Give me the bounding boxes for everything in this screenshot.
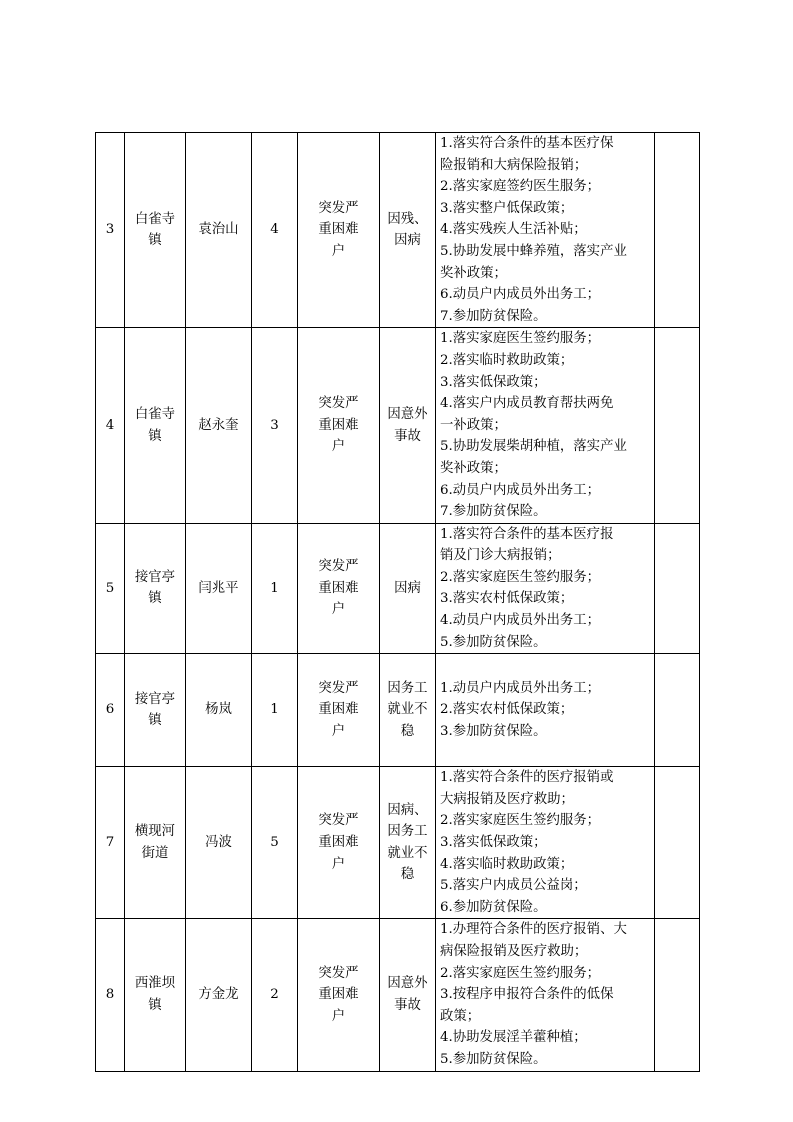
measure-item: 5.协助发展中蜂养殖，落实产业 bbox=[440, 243, 627, 259]
town-name bbox=[131, 404, 179, 447]
measure-item: 3.落实低保政策； bbox=[440, 835, 547, 851]
poverty-reason-cell bbox=[380, 133, 436, 328]
measure-item: 4.落实户内成员教育帮扶两免 bbox=[440, 396, 614, 412]
poverty-reason-line: 因病 bbox=[394, 580, 421, 596]
measure-item: 4.落实残疾人生活补贴； bbox=[440, 222, 587, 238]
table-row bbox=[96, 919, 700, 1071]
town-name-line: 接官亭 bbox=[134, 569, 176, 585]
measure-item: 1.动员户内成员外出务工； bbox=[440, 680, 601, 696]
table-row bbox=[96, 767, 700, 919]
table-body bbox=[96, 133, 700, 1072]
household-type-line: 重困难 bbox=[318, 835, 359, 851]
household-type-line: 突发严 bbox=[318, 396, 359, 412]
measure-item: 4.协助发展淫羊藿种植； bbox=[440, 1030, 587, 1046]
town-name-line: 西淮坝 bbox=[134, 976, 176, 992]
household-type bbox=[314, 678, 364, 743]
poverty-reason-line: 因务工 bbox=[387, 824, 428, 840]
measure-item: 2.落实家庭签约医生服务； bbox=[440, 179, 601, 195]
measure-item: 1.落实符合条件的基本医疗保 bbox=[440, 136, 614, 151]
remark-cell bbox=[655, 654, 700, 767]
row-number-cell bbox=[96, 523, 125, 654]
household-size-cell bbox=[252, 654, 298, 767]
assistance-table bbox=[95, 132, 700, 1072]
town-name-line: 镇 bbox=[148, 428, 162, 444]
household-size-cell bbox=[252, 523, 298, 654]
poverty-reason-line: 因意外 bbox=[387, 976, 428, 992]
measures-cell bbox=[436, 654, 655, 767]
household-type-line: 重困难 bbox=[318, 222, 359, 238]
household-type-line: 突发严 bbox=[318, 965, 359, 981]
measure-item: 6.参加防贫保险。 bbox=[440, 899, 547, 915]
measure-item: 3.落实农村低保政策； bbox=[440, 591, 574, 607]
poverty-reason-line: 因病 bbox=[394, 233, 421, 249]
measures-cell bbox=[436, 767, 655, 919]
measure-item: 2.落实家庭医生签约服务； bbox=[440, 813, 601, 829]
household-type-cell bbox=[298, 767, 380, 919]
household-type-line: 突发严 bbox=[318, 813, 359, 829]
household-type-line: 重困难 bbox=[318, 417, 359, 433]
poverty-reason-cell bbox=[380, 523, 436, 654]
row-number-cell bbox=[96, 767, 125, 919]
household-head-name: 冯波 bbox=[205, 835, 232, 851]
household-type-line: 重困难 bbox=[318, 702, 359, 718]
town-name bbox=[131, 821, 179, 864]
measures-cell bbox=[436, 328, 655, 523]
table-row bbox=[96, 654, 700, 767]
measure-item: 4.落实临时救助政策； bbox=[440, 856, 574, 872]
poverty-reason-line: 因务工 bbox=[387, 680, 428, 696]
measure-item: 险报销和大病保险报销； bbox=[440, 157, 588, 173]
town-name-line: 镇 bbox=[148, 997, 162, 1013]
household-head-cell bbox=[186, 919, 252, 1071]
town-name bbox=[131, 567, 179, 610]
town-cell bbox=[125, 523, 186, 654]
household-size: 1 bbox=[270, 702, 279, 718]
poverty-reason-cell bbox=[380, 767, 436, 919]
town-name-line: 镇 bbox=[148, 233, 162, 249]
measure-item: 销及门诊大病报销； bbox=[440, 548, 561, 564]
poverty-reason-line: 稳 bbox=[400, 867, 415, 883]
household-head-name: 杨岚 bbox=[205, 702, 232, 718]
town-name-line: 白雀寺 bbox=[134, 406, 176, 422]
measures-cell bbox=[436, 133, 655, 328]
row-number: 3 bbox=[105, 222, 115, 238]
row-number-cell bbox=[96, 133, 125, 328]
town-name-line: 镇 bbox=[148, 713, 162, 729]
town-name-line: 白雀寺 bbox=[134, 211, 176, 227]
household-size-cell bbox=[252, 767, 298, 919]
poverty-reason-cell bbox=[380, 919, 436, 1071]
row-number-cell bbox=[96, 919, 125, 1071]
household-type-line: 户 bbox=[331, 724, 346, 740]
household-type-cell bbox=[298, 919, 380, 1071]
measure-item: 2.落实农村低保政策； bbox=[440, 702, 574, 718]
poverty-reason-cell bbox=[380, 654, 436, 767]
household-type-line: 突发严 bbox=[318, 680, 359, 696]
household-type-cell bbox=[298, 523, 380, 654]
household-type-line: 户 bbox=[331, 856, 346, 872]
measure-item: 政策； bbox=[440, 1008, 481, 1024]
household-type-line: 突发严 bbox=[318, 559, 359, 575]
measure-item: 5.参加防贫保险。 bbox=[440, 634, 547, 650]
town-cell bbox=[125, 919, 186, 1071]
household-type bbox=[314, 810, 364, 875]
household-size: 2 bbox=[270, 987, 279, 1003]
household-head-cell bbox=[186, 654, 252, 767]
measure-item: 6.动员户内成员外出务工； bbox=[440, 482, 601, 498]
town-name-line: 横现河 bbox=[134, 824, 176, 840]
poverty-reason bbox=[385, 678, 430, 743]
household-type-line: 重困难 bbox=[318, 987, 359, 1003]
household-type-line: 突发严 bbox=[318, 200, 359, 216]
measure-item: 4.动员户内成员外出务工； bbox=[440, 613, 601, 629]
remark-cell bbox=[655, 919, 700, 1071]
measure-item: 7.参加防贫保险。 bbox=[440, 504, 547, 520]
measure-item: 7.参加防贫保险。 bbox=[440, 308, 547, 324]
table-row bbox=[96, 133, 700, 328]
remark-cell bbox=[655, 328, 700, 523]
household-type-cell bbox=[298, 133, 380, 328]
poverty-reason bbox=[385, 800, 430, 886]
measure-item: 5.落实户内成员公益岗； bbox=[440, 878, 587, 894]
measure-item: 1.落实符合条件的医疗报销或 bbox=[440, 770, 614, 786]
measures-cell bbox=[436, 919, 655, 1071]
poverty-reason bbox=[385, 404, 430, 447]
row-number: 7 bbox=[105, 835, 115, 851]
household-type bbox=[314, 556, 364, 621]
household-type-line: 重困难 bbox=[318, 580, 359, 596]
row-number: 5 bbox=[105, 580, 115, 596]
household-head-name: 方金龙 bbox=[198, 987, 239, 1003]
poverty-reason-line: 就业不 bbox=[387, 702, 428, 718]
measure-item: 2.落实家庭医生签约服务； bbox=[440, 569, 601, 585]
measure-item: 6.动员户内成员外出务工； bbox=[440, 287, 601, 303]
household-type-line: 户 bbox=[331, 439, 346, 455]
household-head-name: 袁治山 bbox=[198, 222, 239, 238]
row-number-cell bbox=[96, 654, 125, 767]
household-size-cell bbox=[252, 919, 298, 1071]
town-name-line: 镇 bbox=[148, 591, 162, 607]
household-size-cell bbox=[252, 133, 298, 328]
household-type-line: 户 bbox=[331, 1008, 346, 1024]
measure-item: 2.落实家庭医生签约服务； bbox=[440, 965, 601, 981]
town-cell bbox=[125, 133, 186, 328]
town-cell bbox=[125, 654, 186, 767]
household-size: 4 bbox=[270, 222, 279, 238]
town-cell bbox=[125, 767, 186, 919]
household-type-cell bbox=[298, 328, 380, 523]
poverty-reason-line: 就业不 bbox=[387, 845, 428, 861]
measure-item: 3.按程序申报符合条件的低保 bbox=[440, 987, 614, 1003]
measure-item: 奖补政策； bbox=[440, 460, 507, 476]
row-number: 4 bbox=[105, 417, 115, 433]
household-head-cell bbox=[186, 328, 252, 523]
household-size: 3 bbox=[270, 417, 279, 433]
row-number-cell bbox=[96, 328, 125, 523]
town-name-line: 街道 bbox=[141, 845, 169, 861]
household-size: 1 bbox=[270, 580, 279, 596]
poverty-reason-line: 因意外 bbox=[387, 406, 428, 422]
remark-cell bbox=[655, 133, 700, 328]
household-head-name: 闫兆平 bbox=[198, 580, 239, 596]
measure-item: 奖补政策； bbox=[440, 265, 507, 281]
household-type bbox=[314, 198, 364, 263]
household-size: 5 bbox=[270, 835, 279, 851]
measure-item: 病保险报销及医疗救助； bbox=[440, 944, 588, 959]
household-head-cell bbox=[186, 523, 252, 654]
town-name bbox=[131, 973, 179, 1016]
poverty-reason-line: 因病、 bbox=[387, 802, 428, 818]
measure-item: 5.参加防贫保险。 bbox=[440, 1051, 547, 1067]
poverty-reason bbox=[385, 209, 430, 252]
household-head-cell bbox=[186, 767, 252, 919]
poverty-reason-line: 事故 bbox=[394, 997, 421, 1013]
row-number: 6 bbox=[105, 702, 115, 718]
remark-cell bbox=[655, 767, 700, 919]
town-name-line: 接官亭 bbox=[134, 691, 176, 707]
measure-item: 1.办理符合条件的医疗报销、大 bbox=[440, 922, 627, 938]
measure-item: 3.落实整户低保政策； bbox=[440, 200, 574, 216]
measure-item: 5.协助发展柴胡种植，落实产业 bbox=[440, 439, 627, 455]
measure-item: 一补政策； bbox=[440, 417, 507, 433]
measure-item: 1.落实符合条件的基本医疗报 bbox=[440, 526, 614, 542]
poverty-reason bbox=[385, 578, 430, 600]
household-type bbox=[314, 393, 364, 458]
table-row bbox=[96, 523, 700, 654]
row-number: 8 bbox=[105, 987, 115, 1003]
measure-item: 大病报销及医疗救助； bbox=[440, 791, 574, 807]
household-type-cell bbox=[298, 654, 380, 767]
household-type bbox=[314, 963, 364, 1028]
household-head-name: 赵永奎 bbox=[198, 417, 239, 433]
measure-item: 3.落实低保政策； bbox=[440, 374, 547, 390]
town-cell bbox=[125, 328, 186, 523]
measure-item: 3.参加防贫保险。 bbox=[440, 724, 547, 740]
town-name bbox=[131, 689, 179, 732]
table-row bbox=[96, 328, 700, 523]
town-name bbox=[131, 209, 179, 252]
remark-cell bbox=[655, 523, 700, 654]
measure-item: 1.落实家庭医生签约服务； bbox=[440, 331, 601, 347]
poverty-reason-line: 事故 bbox=[394, 428, 421, 444]
household-type-line: 户 bbox=[331, 243, 346, 259]
poverty-reason bbox=[385, 973, 430, 1016]
poverty-reason-cell bbox=[380, 328, 436, 523]
household-size-cell bbox=[252, 328, 298, 523]
household-type-line: 户 bbox=[331, 602, 346, 618]
household-head-cell bbox=[186, 133, 252, 328]
poverty-reason-line: 因残、 bbox=[387, 211, 428, 227]
measures-cell bbox=[436, 523, 655, 654]
poverty-reason-line: 稳 bbox=[400, 724, 415, 740]
measure-item: 2.落实临时救助政策； bbox=[440, 352, 574, 368]
